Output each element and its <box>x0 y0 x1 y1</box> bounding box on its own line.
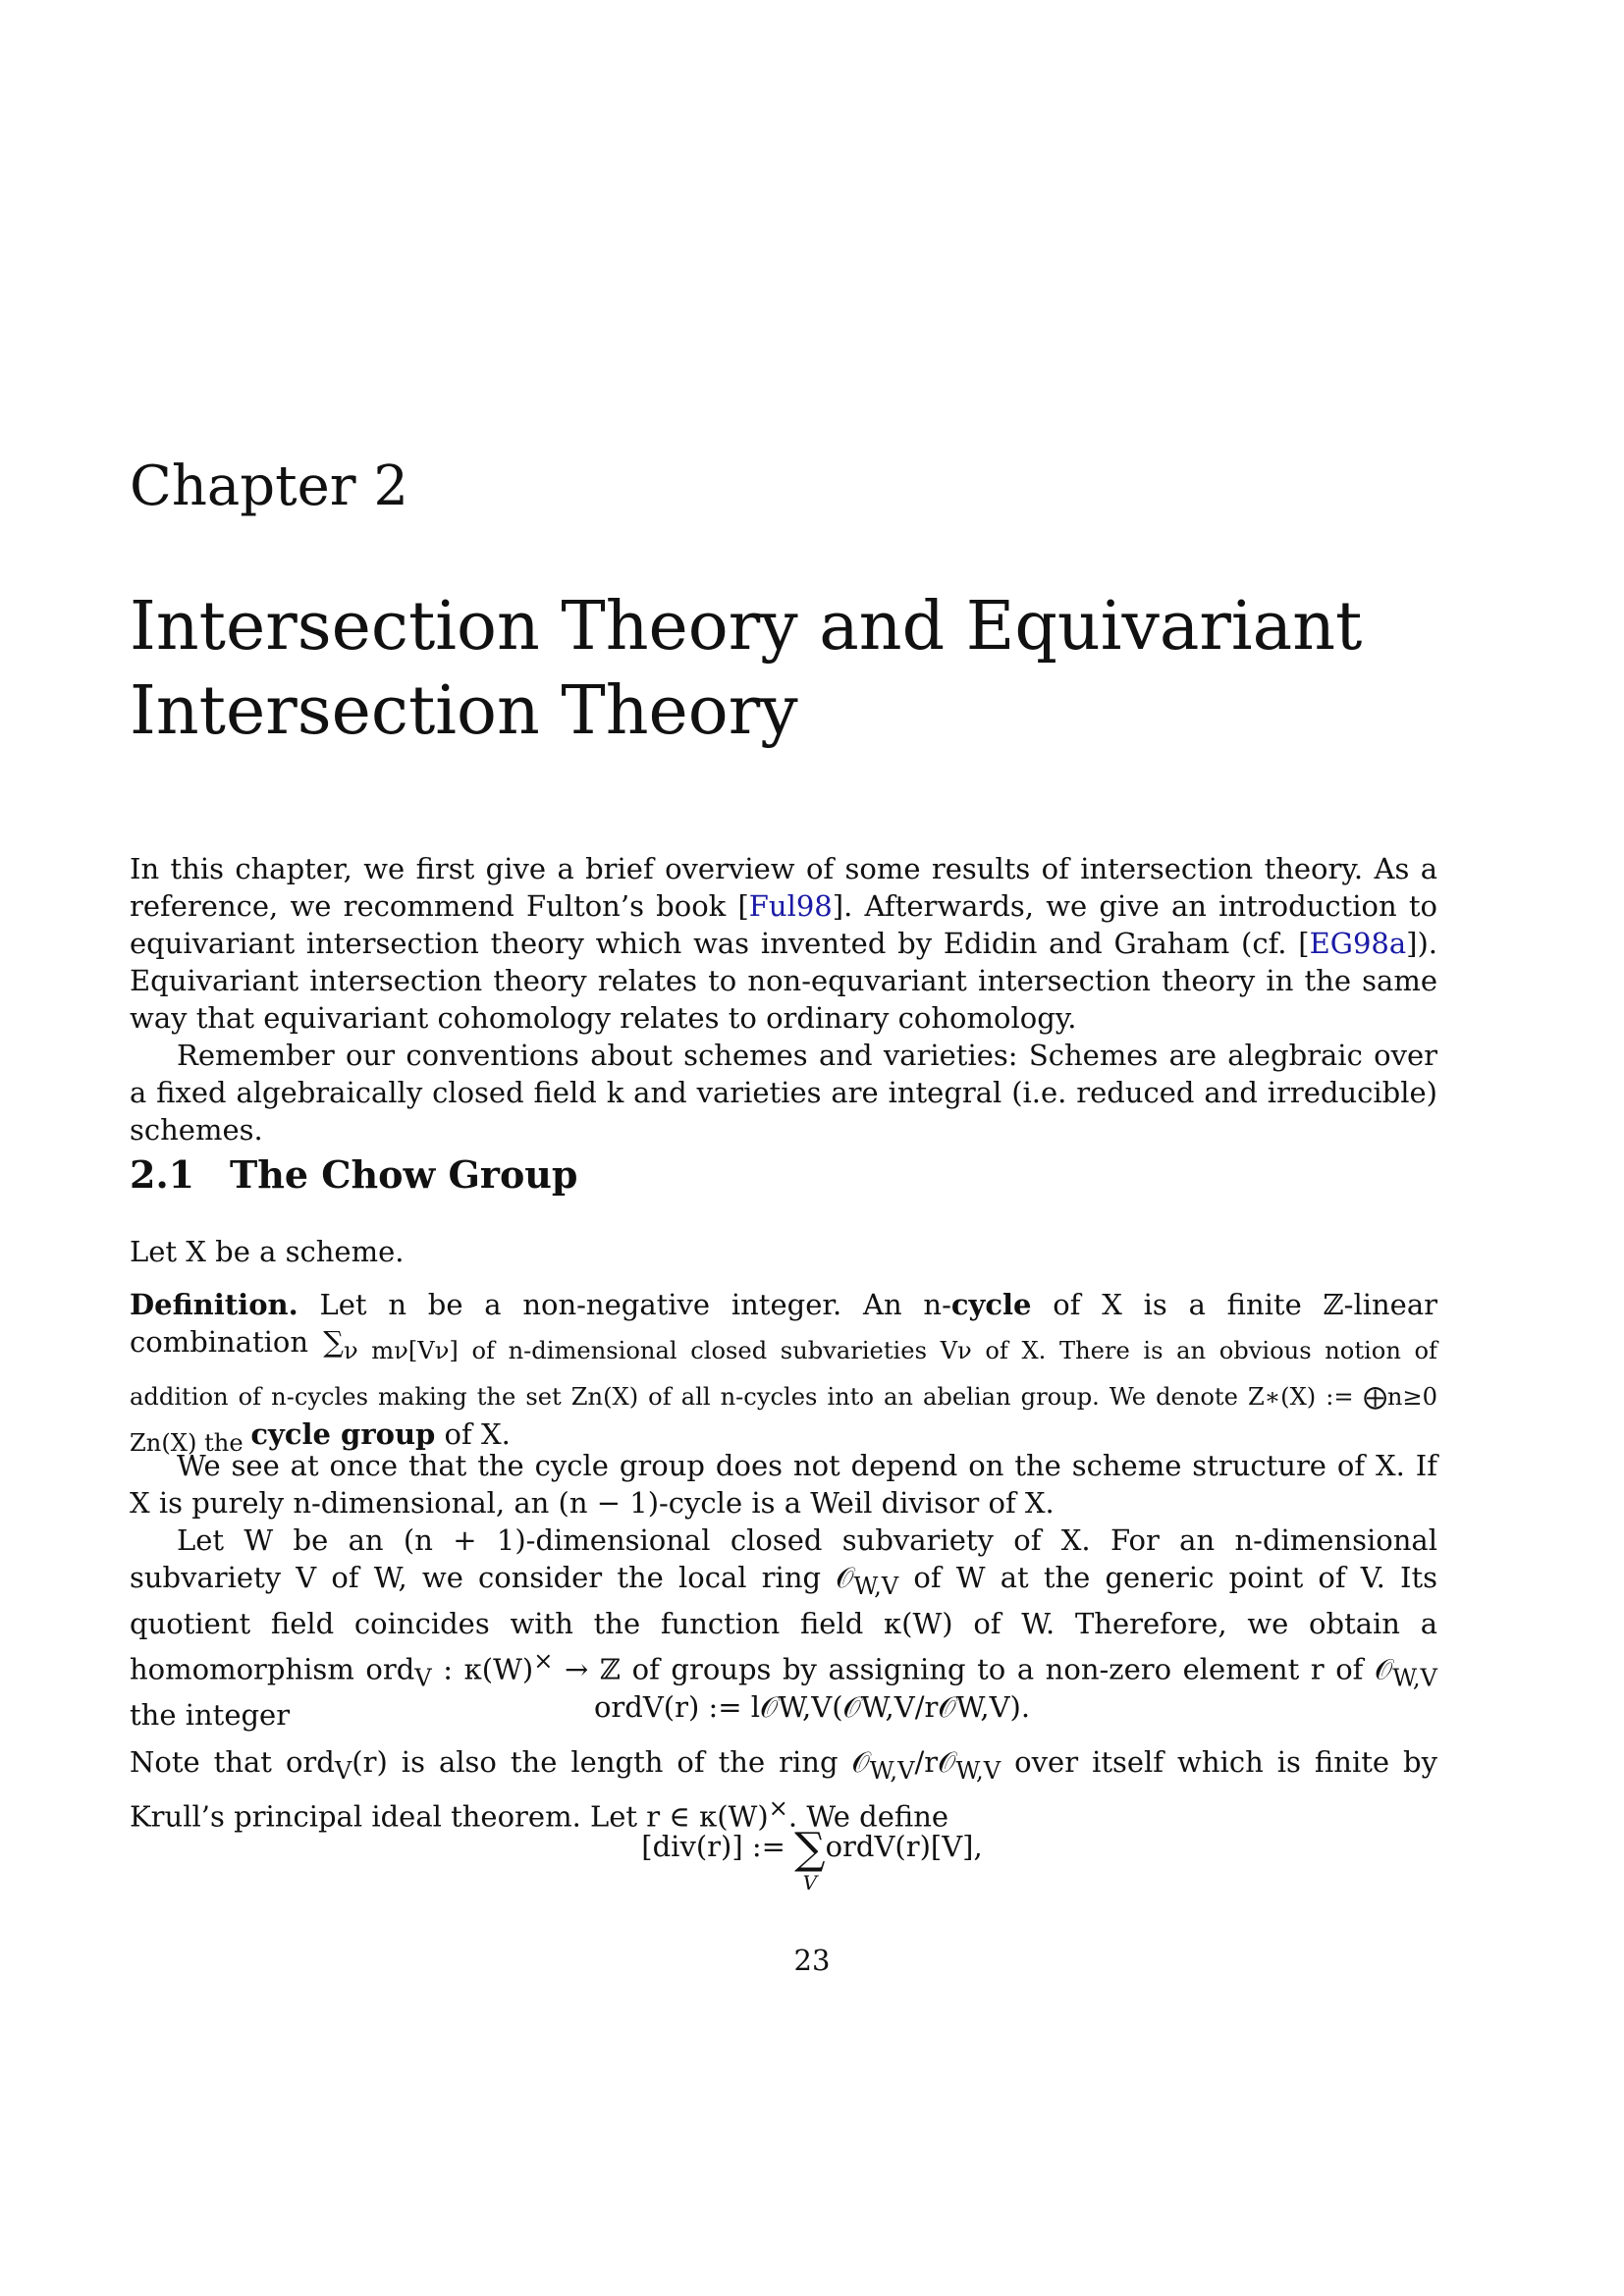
section-heading <box>130 1152 578 1197</box>
note-block <box>130 1743 1437 1835</box>
let-scheme-line <box>130 1233 1437 1270</box>
summation-symbol: ∑ V <box>794 1824 826 1895</box>
citation-link-ful98[interactable]: Ful98 <box>748 889 833 923</box>
chapter-title <box>130 585 1504 754</box>
intro-block <box>130 850 1437 1148</box>
definition-paragraph: Definition. Let n be a non-negative integer. An n-cycle of X is a finite ℤ-linear combination $\sum_{\nu m\nu[V\nu] of n-dimensional closed subvarieties V\nu of X. There is an obvious notion of addition of n-cycles making the set Zn(X) of all n-cycles into an abelian group. We denote Z∗(X) := ⨁n\ge 0 Zn(X) the}$ cycle group of X. <box>130 1288 1437 1457</box>
paragraph-3: We see at once that the cycle group does not depend on the scheme structure of X. If X is purely n-dimensional, an (n − 1)-cycle is a Weil divisor of X. <box>130 1449 1437 1520</box>
intro-paragraph-2: Remember our conventions about schemes and varieties: Schemes are alegbraic over a fixed algebraically closed field k and varieties are integral (i.e. reduced and irreducible) schemes. <box>130 1039 1437 1147</box>
chapter-title-line-2: Intersection Theory <box>130 672 798 750</box>
paragraph-4: Let W be an (n + 1)-dimensional closed subvariety of X. For an n-dimensional subvariety V of W, we consider the local ring 𝒪$_{W,V}$ of W at the generic point of V. Its quotient field coincides with the function field κ(W) of W. Therefore, we obtain a homomorphism ord$_V$ : κ(W)× → ℤ of groups by assigning to a non-zero element r of 𝒪$_{W,V}$ the integer <box>130 1523 1437 1733</box>
page-number: 23 <box>793 1944 831 1977</box>
intro-paragraph-1: In this chapter, we first give a brief overview of some results of intersection theory. As a reference, we recommend Fulton’s book [Ful98]. Afterwards, we give an introduction to equivariant intersection theory which was invented by Edidin and Graham (cf. [EG98a]). Equivariant intersection theory relates to non-equvariant intersection theory in the same way that equivariant cohomology relates to ordinary cohomology. <box>130 852 1437 1035</box>
definition-block <box>130 1286 1437 1461</box>
equation-div <box>0 1824 1624 1895</box>
equation-div-rhs: ordV(r)[V], <box>825 1830 983 1863</box>
cycle-term: cycle <box>950 1288 1032 1321</box>
chapter-title-line-1: Intersection Theory and Equivariant <box>130 588 1363 666</box>
paragraph-5: Note that ord$_V$(r) is also the length of the ring 𝒪$_{W,V}$/r𝒪$_{W,V}$ over itself which is finite by Krull’s principal ideal theorem. Let r ∈ κ(W)×. We define <box>130 1745 1438 1834</box>
definition-label: Definition. <box>130 1288 298 1321</box>
cycle-group-term: cycle group <box>250 1416 436 1451</box>
equation-div-lhs: [div(r)] := <box>641 1830 795 1863</box>
section-number: 2.1 <box>130 1152 195 1197</box>
citation-link-eg98a[interactable]: EG98a <box>1309 927 1407 960</box>
section-title: The Chow Group <box>230 1152 578 1197</box>
equation-ord: ordV(r) := l𝒪W,V(𝒪W,V/r𝒪W,V). <box>593 1690 1031 1724</box>
chapter-label: Chapter 2 <box>130 454 408 518</box>
let-scheme-text: Let X be a scheme. <box>130 1235 405 1268</box>
